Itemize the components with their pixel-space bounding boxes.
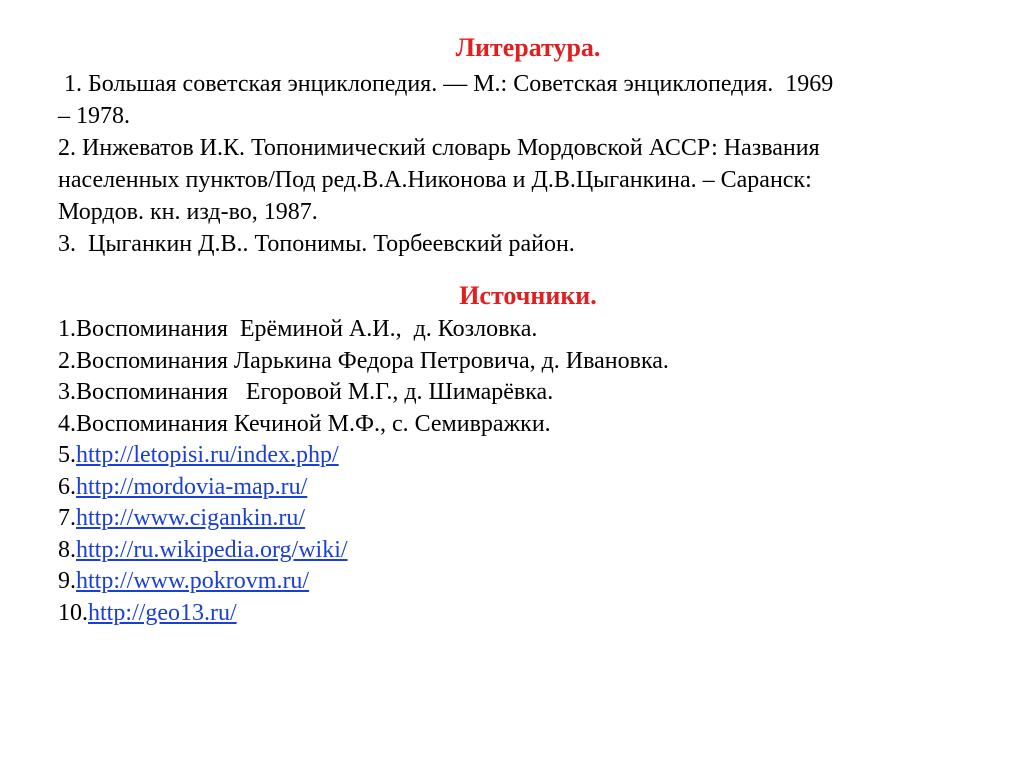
source-link-item <box>58 440 998 472</box>
sources-heading: Источники. <box>459 281 597 310</box>
literature-line: населенных пунктов/Под ред.В.А.Никонова и Д.В.Цыганкина. – Саранск: <box>58 167 812 193</box>
source-link-number: 10. <box>58 599 88 626</box>
source-link-number: 9. <box>58 568 76 594</box>
source-link[interactable]: http://ru.wikipedia.org/wiki/ <box>76 536 348 563</box>
literature-line: 2. Инжеватов И.К. Топонимический словарь Мордовской АССР: Названия <box>58 135 820 161</box>
literature-heading: Литература. <box>455 33 601 62</box>
source-link[interactable]: http://letopisi.ru/index.php/ <box>76 442 339 468</box>
source-link-item <box>58 503 998 535</box>
source-link-number: 8. <box>58 536 76 563</box>
slide <box>58 30 998 629</box>
source-item: 2.Воспоминания Ларькина Федора Петровича, д. Ивановка. <box>58 347 669 374</box>
source-item: 4.Воспоминания Кечиной М.Ф., с. Семивражки. <box>58 410 551 437</box>
source-link[interactable]: http://geo13.ru/ <box>88 599 237 626</box>
source-link-item <box>58 598 998 630</box>
source-link-number: 6. <box>58 473 76 500</box>
source-link-item <box>58 535 998 567</box>
sources-list <box>58 314 998 629</box>
literature-line: 1. Большая советская энциклопедия. — М.: Советская энциклопедия. 1969 <box>58 71 834 97</box>
literature-line: Мордов. кн. изд-во, 1987. <box>58 199 318 225</box>
source-link[interactable]: http://www.pokrovm.ru/ <box>76 568 310 594</box>
source-item: 3.Воспоминания Егоровой М.Г., д. Шимарёвка. <box>58 379 554 405</box>
source-link[interactable]: http://www.cigankin.ru/ <box>76 505 306 531</box>
source-link[interactable]: http://mordovia-map.ru/ <box>76 473 308 500</box>
source-link-item <box>58 472 998 504</box>
source-item: 1.Воспоминания Ерёминой А.И., д. Козловка. <box>58 316 538 342</box>
source-link-number: 7. <box>58 505 76 531</box>
source-link-number: 5. <box>58 442 76 468</box>
source-link-item <box>58 566 998 598</box>
literature-line: 3. Цыганкин Д.В.. Топонимы. Торбеевский район. <box>58 231 575 257</box>
literature-line: – 1978. <box>58 103 130 129</box>
literature-list <box>58 68 998 260</box>
